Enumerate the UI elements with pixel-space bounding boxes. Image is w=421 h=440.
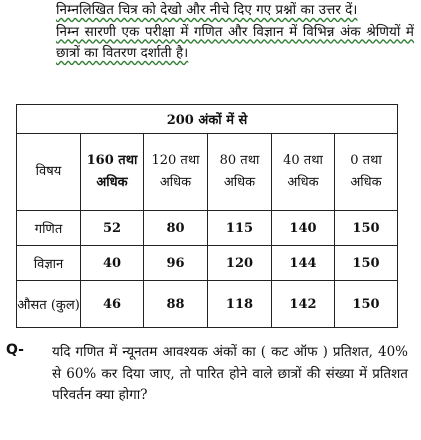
header-160: 160 तथा अधिक	[81, 134, 144, 211]
table-cell: 115	[208, 211, 272, 246]
table-description: निम्न सारणी एक परीक्षा में गणित और विज्ञान में विभिन्न अंक श्रेणियों में छात्रों का वितरण दर्शाती है।	[56, 23, 414, 61]
table-cell: 46	[81, 281, 144, 328]
intro-text	[56, 0, 414, 65]
header-40: 40 तथा अधिक	[272, 134, 335, 211]
row-subject: विज्ञान	[17, 246, 81, 281]
table-cell: 80	[144, 211, 208, 246]
table-cell: 88	[144, 281, 208, 328]
table-cell: 140	[272, 211, 335, 246]
table-cell: 96	[144, 246, 208, 281]
distribution-table	[16, 104, 398, 328]
question-text: यदि गणित में न्यूनतम आवश्यक अंकों का ( कट ऑफ ) प्रतिशत, 40% से 60% कर दिया जाए, तो पारित होने वाले छात्रों की संख्या में प्रतिशत परिवर्तन क्या होगा?	[52, 344, 408, 403]
table-row	[17, 211, 398, 246]
header-0: 0 तथा अधिक	[335, 134, 398, 211]
table-cell: 118	[208, 281, 272, 328]
table-cell: 40	[81, 246, 144, 281]
header-120: 120 तथा अधिक	[144, 134, 208, 211]
table-cell: 120	[208, 246, 272, 281]
header-subject: विषय	[17, 134, 81, 211]
table-cell: 52	[81, 211, 144, 246]
table-row	[17, 246, 398, 281]
instruction-line: निम्नलिखित चित्र को देखो और नीचे दिए गए प्रश्नों का उत्तर दें।	[56, 2, 358, 18]
table-cell: 142	[272, 281, 335, 328]
row-subject: गणित	[17, 211, 81, 246]
table-title: 200 अंकों में से	[17, 105, 398, 134]
table-cell: 144	[272, 246, 335, 281]
table-row	[17, 281, 398, 328]
question-label: Q-	[6, 342, 24, 358]
row-subject: औसत (कुल)	[17, 281, 81, 328]
table-cell: 150	[335, 211, 398, 246]
table-cell: 150	[335, 281, 398, 328]
table-cell: 150	[335, 246, 398, 281]
header-80: 80 तथा अधिक	[208, 134, 272, 211]
